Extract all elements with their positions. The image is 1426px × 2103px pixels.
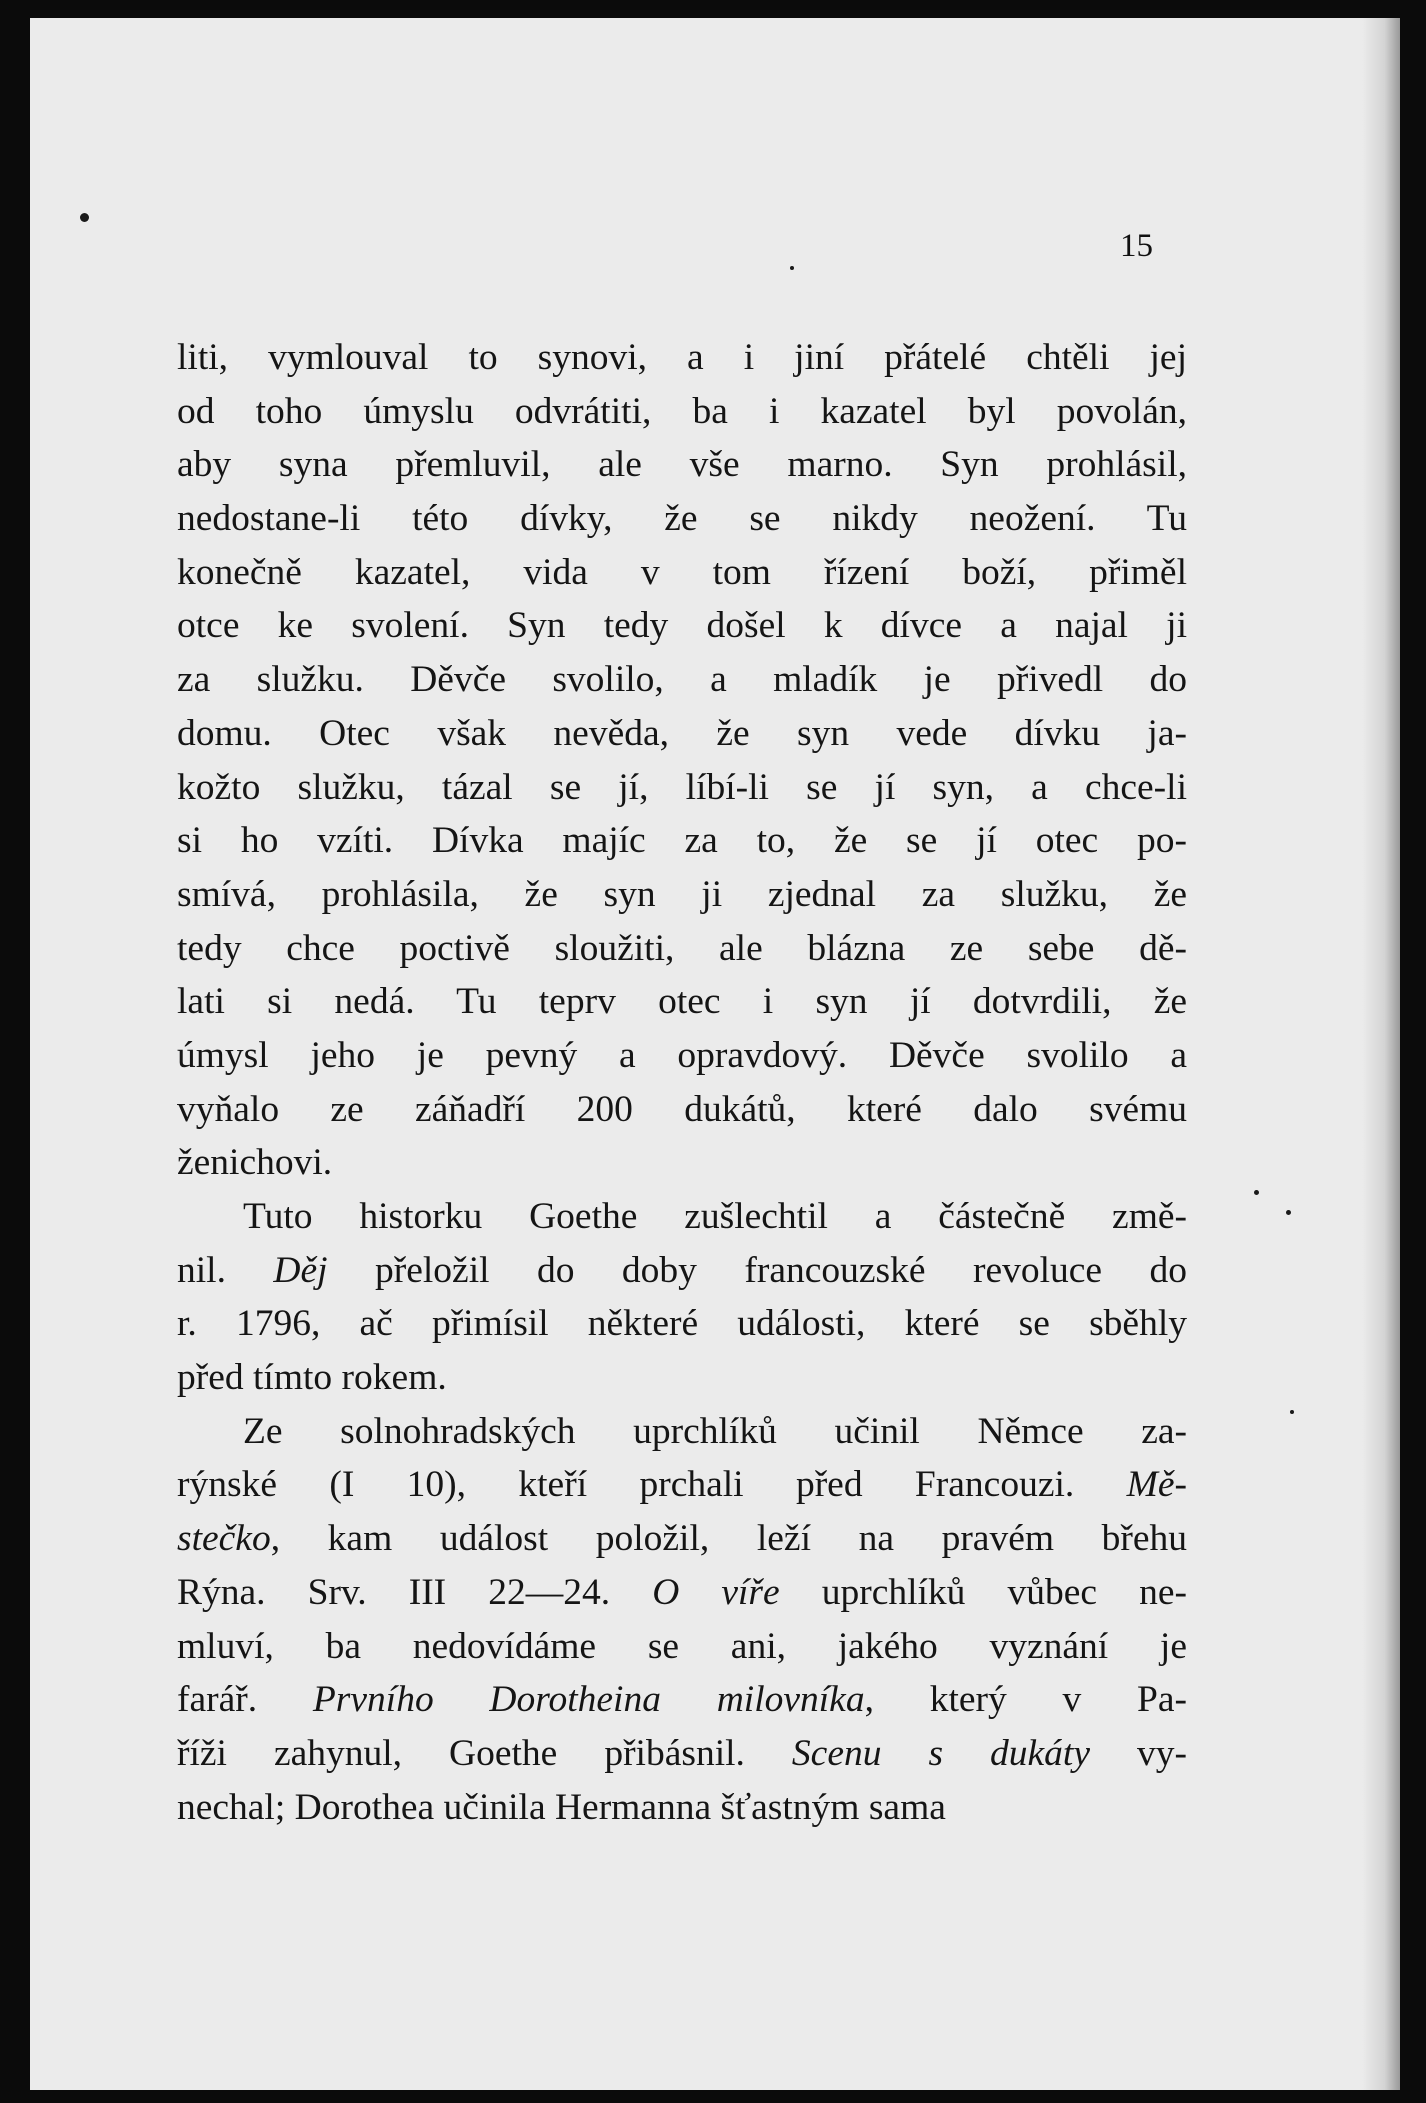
text-line: ženichovi. [177, 1142, 333, 1184]
paragraph [177, 1405, 1187, 1835]
text-line: si ho vzíti. Dívka majíc za to, že se jí otec po- [177, 820, 1187, 862]
text-run: vy- [1090, 1732, 1187, 1774]
text-line [177, 1458, 1187, 1512]
page-number: 15 [1120, 228, 1153, 264]
text-line: za služku. Děvče svolilo, a mladík je přivedl do [177, 659, 1187, 701]
text-line: liti, vymlouval to synovi, a i jiní přátelé chtěli jej [177, 337, 1187, 378]
italic-text: Mě- [1126, 1464, 1187, 1506]
paragraph [177, 1190, 1187, 1405]
text-line [177, 1566, 1187, 1620]
text-line: nedostane-li této dívky, že se nikdy neožení. Tu [177, 498, 1187, 540]
text-line [177, 1405, 1187, 1459]
text-line [177, 1727, 1187, 1781]
text-line: nechal; Dorothea učinila Hermanna šťastným sama [177, 1786, 946, 1828]
text-run: rýnské (I 10), kteří prchali před Francouzi. [177, 1464, 1127, 1506]
text-run: Ze solnohradských uprchlíků učinil Němce za- [243, 1410, 1187, 1452]
text-line: konečně kazatel, vida v tom řízení boží, přiměl [177, 551, 1187, 593]
text-line: vyňalo ze záňadří 200 dukátů, které dalo svému [177, 1088, 1187, 1130]
scan-speck [80, 213, 89, 222]
text-run: nil. [177, 1249, 274, 1291]
scan-speck [1254, 1190, 1259, 1195]
text-run: Rýna. Srv. III 22—24. [177, 1571, 653, 1613]
italic-text: Scenu s dukáty [791, 1732, 1090, 1774]
paragraph [177, 331, 1187, 1190]
text-line: úmysl jeho je pevný a opravdový. Děvče svolilo a [177, 1034, 1187, 1076]
text-line: smívá, prohlásila, že syn ji zjednal za služku, že [177, 873, 1187, 915]
text-line: mluví, ba nedovídáme se ani, jakého vyznání je [177, 1625, 1187, 1667]
text-line: otce ke svolení. Syn tedy došel k dívce a najal ji [177, 605, 1187, 647]
text-run: uprchlíků vůbec ne- [779, 1571, 1187, 1613]
text-run: , kam událost položil, leží na pravém břehu [270, 1518, 1187, 1560]
text-line [177, 1512, 1187, 1566]
italic-text: Prvního Dorotheina milovníka [312, 1679, 865, 1721]
scan-speck [1290, 1410, 1294, 1414]
text-line: před tímto rokem. [177, 1357, 447, 1399]
scan-speck [1286, 1210, 1291, 1215]
text-run: říži zahynul, Goethe přibásnil. [177, 1732, 792, 1774]
scan-speck [790, 266, 794, 270]
text-line [177, 1673, 1187, 1727]
body-text [177, 331, 1187, 1834]
text-run: farář. [177, 1679, 313, 1721]
text-line: kožto služku, tázal se jí, líbí-li se jí syn, a chce-li [177, 766, 1187, 808]
italic-text: O víře [652, 1571, 780, 1613]
text-line: aby syna přemluvil, ale vše marno. Syn prohlásil, [177, 444, 1187, 486]
text-line: od toho úmyslu odvrátiti, ba i kazatel byl povolán, [177, 390, 1187, 432]
page-edge-shadow [1362, 18, 1400, 2090]
text-line: domu. Otec však nevěda, že syn vede dívku ja- [177, 712, 1187, 754]
italic-text: stečko [177, 1518, 271, 1560]
text-run: , který v Pa- [864, 1679, 1187, 1721]
italic-text: Děj [273, 1249, 328, 1291]
text-run: přeložil do doby francouzské revoluce do [327, 1249, 1187, 1291]
text-line: r. 1796, ač přimísil některé události, které se sběhly [177, 1303, 1187, 1345]
text-line [177, 1244, 1187, 1298]
text-line: Tuto historku Goethe zušlechtil a částečně změ- [243, 1196, 1187, 1237]
text-line: tedy chce poctivě sloužiti, ale blázna ze sebe dě- [177, 927, 1187, 969]
text-line: lati si nedá. Tu teprv otec i syn jí dotvrdili, že [177, 981, 1187, 1023]
